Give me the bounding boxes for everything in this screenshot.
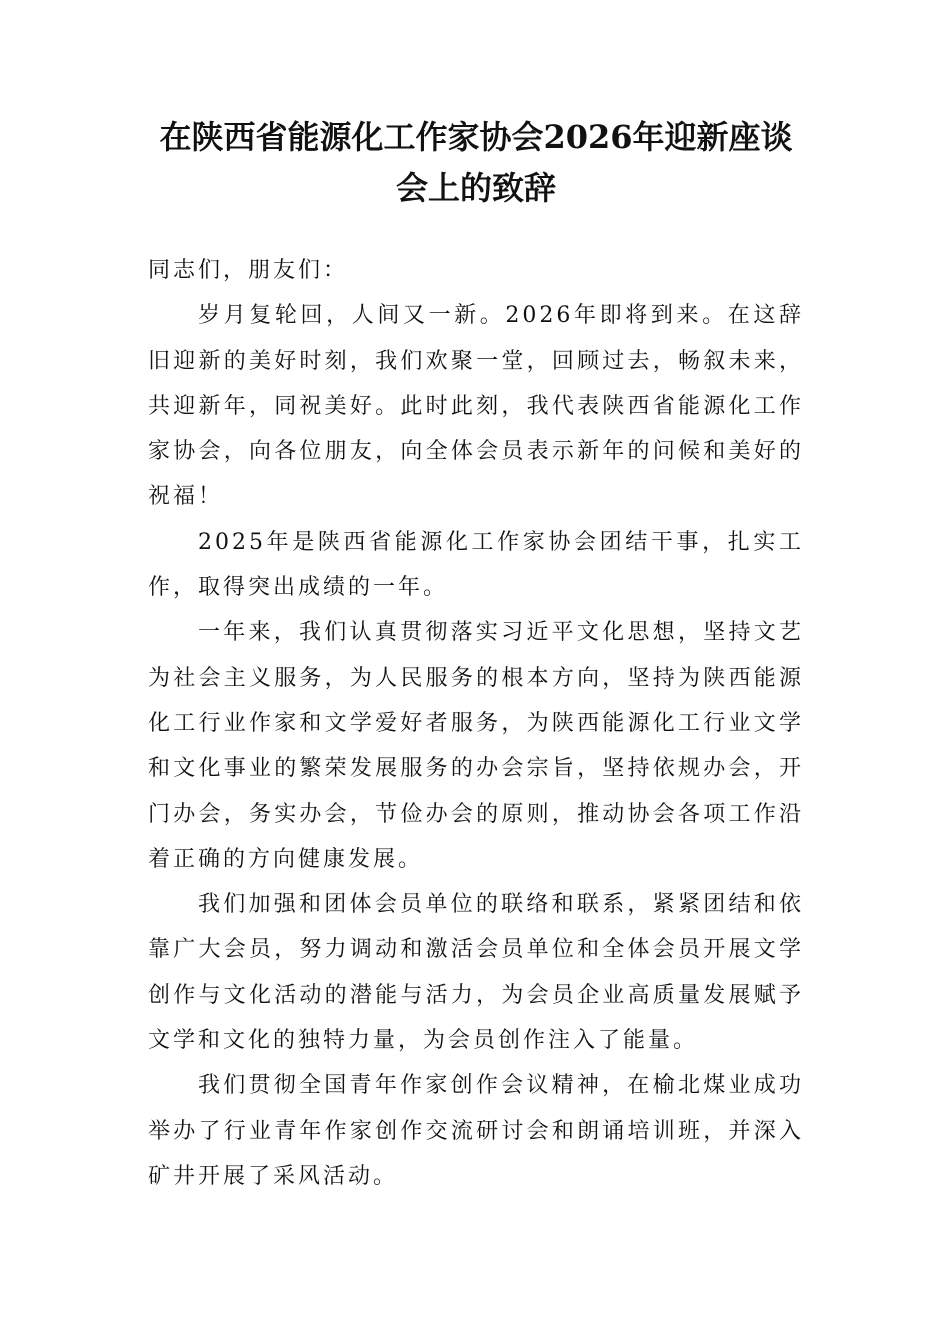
paragraph: 2025年是陕西省能源化工作家协会团结干事，扎实工作，取得突出成绩的一年。 (148, 529, 804, 601)
paragraph: 我们加强和团体会员单位的联络和联系，紧紧团结和依靠广大会员，努力调动和激活会员单位和全体会员开展文学创作与文化活动的潜能与活力，为会员企业高质量发展赋予文学和文化的独特力量，为会员创作注入了能量。 (148, 892, 804, 1054)
salutation: 同志们，朋友们： (148, 258, 349, 283)
document-body (148, 248, 804, 1199)
paragraph: 一年来，我们认真贯彻落实习近平文化思想，坚持文艺为社会主义服务，为人民服务的根本方向，坚持为陕西能源化工行业作家和文学爱好者服务，为陕西能源化工行业文学和文化事业的繁荣发展服务的办会宗旨，坚持依规办会，开门办会，务实办会，节俭办会的原则，推动协会各项工作沿着正确的方向健康发展。 (148, 620, 804, 872)
paragraph: 我们贯彻全国青年作家创作会议精神，在榆北煤业成功举办了行业青年作家创作交流研讨会和朗诵培训班，并深入矿井开展了采风活动。 (148, 1073, 804, 1189)
document-title: 在陕西省能源化工作家协会2026年迎新座谈会上的致辞 (159, 118, 793, 207)
paragraph: 岁月复轮回，人间又一新。2026年即将到来。在这辞旧迎新的美好时刻，我们欢聚一堂，回顾过去，畅叙未来，共迎新年，同祝美好。此时此刻，我代表陕西省能源化工作家协会，向各位朋友，向全体会员表示新年的问候和美好的祝福！ (148, 303, 804, 510)
